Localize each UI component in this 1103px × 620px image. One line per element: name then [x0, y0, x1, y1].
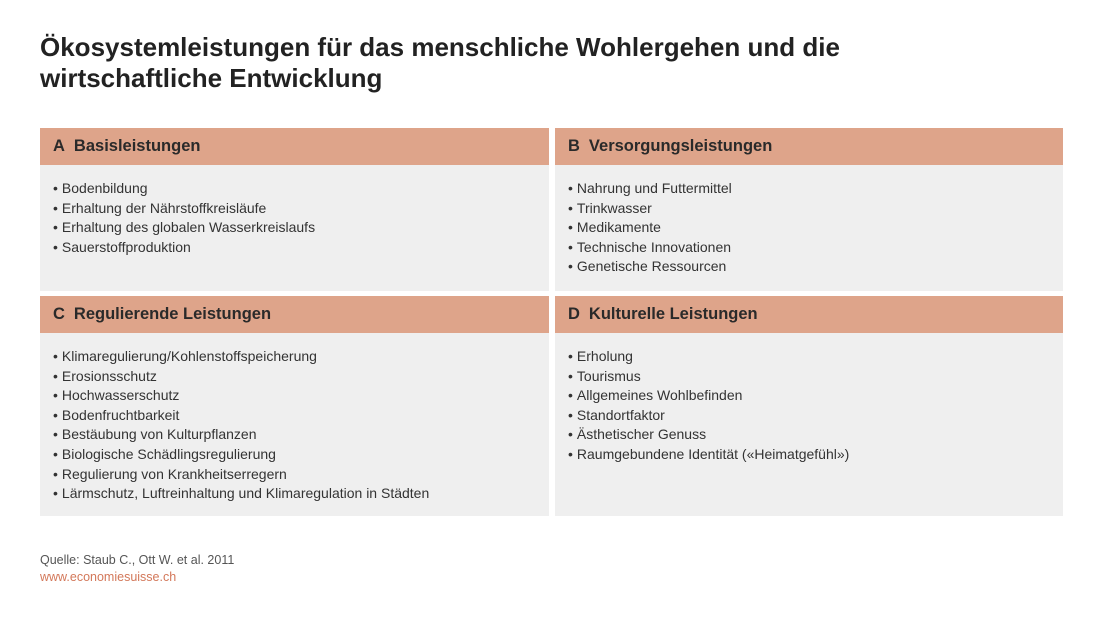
list-item: • Bodenfruchtbarkeit — [53, 406, 549, 426]
list-item: • Erholung — [568, 347, 1063, 367]
card-header — [40, 128, 549, 165]
card-heading: Kulturelle Leistungen — [588, 305, 758, 323]
page-title-line-2: wirtschaftliche Entwicklung — [40, 63, 383, 93]
list-item: • Genetische Ressourcen — [568, 257, 1063, 277]
list-item: • Sauerstoffproduktion — [53, 238, 549, 258]
list-item: • Erosionsschutz — [53, 367, 549, 387]
card-header — [40, 296, 549, 333]
card-list — [40, 333, 549, 504]
card-letter: D — [568, 305, 580, 323]
card-list — [555, 165, 1063, 277]
list-item: • Bestäubung von Kulturpflanzen — [53, 425, 549, 445]
card-heading: Basisleistungen — [73, 137, 201, 155]
card-heading: Versorgungsleistungen — [588, 137, 773, 155]
list-item: • Allgemeines Wohlbefinden — [568, 386, 1063, 406]
list-item: • Medikamente — [568, 218, 1063, 238]
card-letter: C — [53, 305, 65, 323]
card-heading: Regulierende Leistungen — [73, 305, 272, 323]
page-title-line-1: Ökosystemleistungen für das menschliche Wohlergehen und die — [40, 32, 840, 62]
list-item: • Regulierung von Krankheitserregern — [53, 465, 549, 485]
card-kulturelle-leistungen — [555, 296, 1063, 516]
list-item: • Hochwasserschutz — [53, 386, 549, 406]
source-link[interactable]: www.economiesuisse.ch — [40, 570, 177, 584]
list-item: • Klimaregulierung/Kohlenstoffspeicherung — [53, 347, 549, 367]
list-item: • Bodenbildung — [53, 179, 549, 199]
card-letter: A — [53, 137, 65, 155]
list-item: • Raumgebundene Identität («Heimatgefühl») — [568, 445, 1063, 465]
list-item: • Erhaltung des globalen Wasserkreislaufs — [53, 218, 549, 238]
card-list — [40, 165, 549, 257]
source-note — [40, 552, 234, 586]
list-item: • Technische Innovationen — [568, 238, 1063, 258]
source-citation: Quelle: Staub C., Ott W. et al. 2011 — [40, 553, 235, 567]
list-item: • Trinkwasser — [568, 199, 1063, 219]
list-item: • Ästhetischer Genuss — [568, 425, 1063, 445]
page-title — [40, 32, 1040, 94]
card-letter: B — [568, 137, 580, 155]
list-item: • Nahrung und Futtermittel — [568, 179, 1063, 199]
list-item: • Biologische Schädlingsregulierung — [53, 445, 549, 465]
list-item: • Tourismus — [568, 367, 1063, 387]
list-item: • Standortfaktor — [568, 406, 1063, 426]
list-item: • Erhaltung der Nährstoffkreisläufe — [53, 199, 549, 219]
card-header — [555, 296, 1063, 333]
services-grid — [40, 128, 1063, 516]
card-versorgungsleistungen — [555, 128, 1063, 291]
list-item: • Lärmschutz, Luftreinhaltung und Klimaregulation in Städten — [53, 484, 549, 504]
card-header — [555, 128, 1063, 165]
card-list — [555, 333, 1063, 465]
card-regulierende-leistungen — [40, 296, 549, 516]
card-basisleistungen — [40, 128, 549, 291]
